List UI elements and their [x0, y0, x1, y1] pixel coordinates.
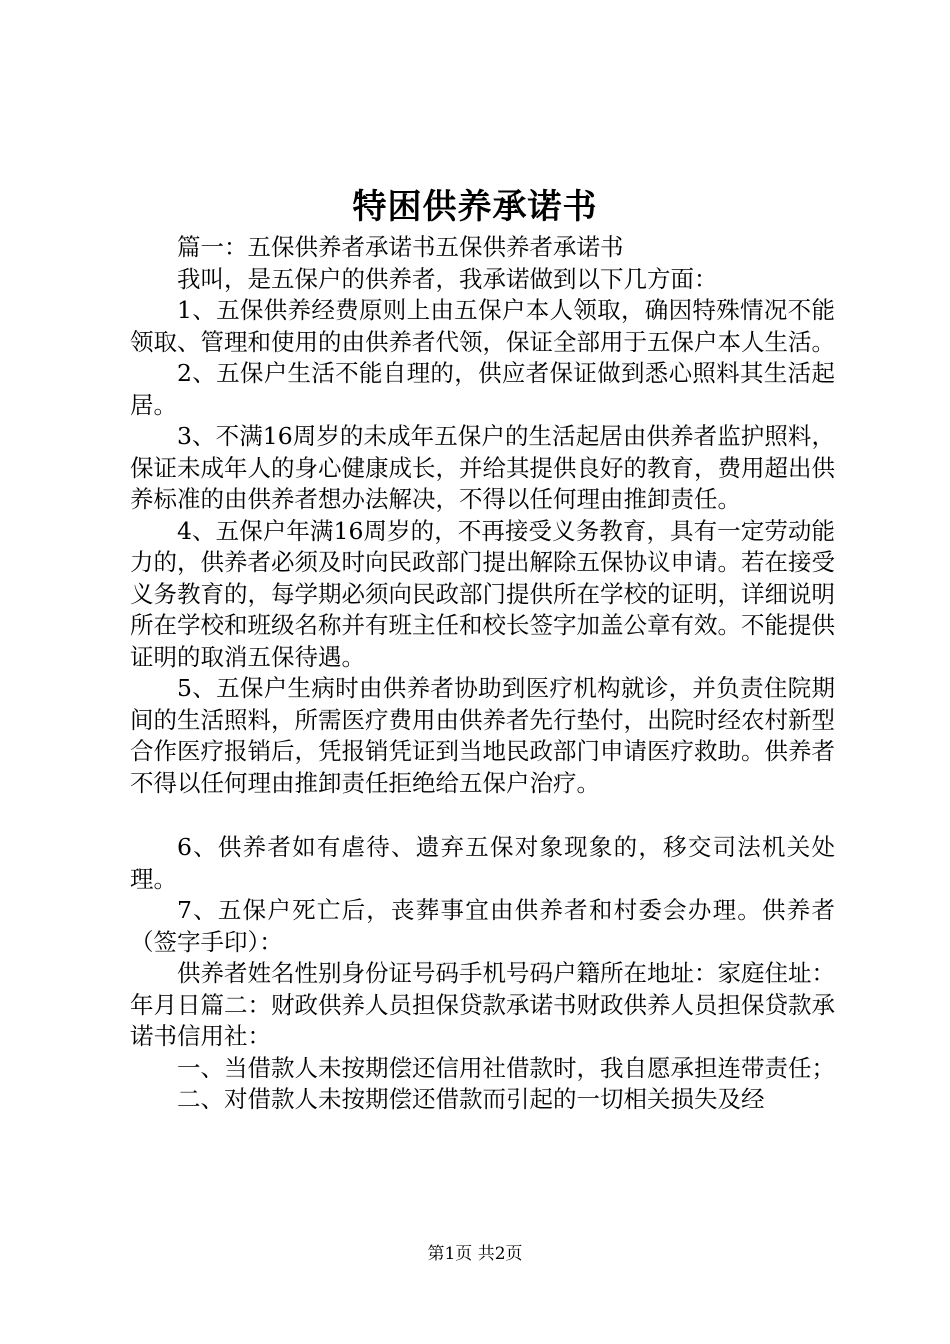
paragraph-item-7: 7、五保户死亡后，丧葬事宜由供养者和村委会办理。供养者（签字手印）：: [130, 896, 835, 956]
paragraph-clause-1: 一、当借款人未按期偿还信用社借款时，我自愿承担连带责任；: [177, 1053, 835, 1082]
paragraph-intro-heading: 篇一：五保供养者承诺书五保供养者承诺书: [177, 233, 624, 261]
paragraph-item-1: 1、五保供养经费原则上由五保户本人领取，确因特殊情况不能领取、管理和使用的由供养者代领，保证全部用于五保户本人生活。: [130, 296, 835, 356]
paragraph-form-fields: 供养者姓名性别身份证号码手机号码户籍所在地址：家庭住址：年月日篇二：财政供养人员担保贷款承诺书财政供养人员担保贷款承诺书信用社：: [130, 959, 835, 1050]
paragraph-clause-2: 二、对借款人未按期偿还借款而引起的一切相关损失及经: [177, 1085, 765, 1113]
paragraph-item-6: 6、供养者如有虐待、遗弃五保对象现象的，移交司法机关处理。: [130, 833, 835, 893]
paragraph-item-2: 2、五保户生活不能自理的，供应者保证做到悉心照料其生活起居。: [130, 359, 835, 419]
paragraph-item-3: 3、不满16周岁的未成年五保户的生活起居由供养者监护照料，保证未成年人的身心健康成长，并给其提供良好的教育，费用超出供养标准的由供养者想办法解决，不得以任何理由推卸责任。: [130, 422, 835, 513]
paragraph-item-5: 5、五保户生病时由供养者协助到医疗机构就诊，并负责住院期间的生活照料，所需医疗费用由供养者先行垫付，出院时经农村新型合作医疗报销后，凭报销凭证到当地民政部门申请医疗救助。供养者不得以任何理由推卸责任拒绝给五保户治疗。: [130, 674, 835, 797]
paragraph-item-4: 4、五保户年满16周岁的，不再接受义务教育，具有一定劳动能力的，供养者必须及时向民政部门提出解除五保协议申请。若在接受义务教育的，每学期必须向民政部门提供所在学校的证明，详细说明所在学校和班级名称并有班主任和校长签字加盖公章有效。不能提供证明的取消五保待遇。: [130, 516, 835, 671]
page-number-footer: 第1页 共2页: [427, 1244, 523, 1264]
document-title: 特困供养承诺书: [352, 187, 598, 227]
document-body: [130, 232, 835, 1116]
paragraph-pledge-opening: 我叫，是五保户的供养者，我承诺做到以下几方面：: [177, 264, 718, 293]
